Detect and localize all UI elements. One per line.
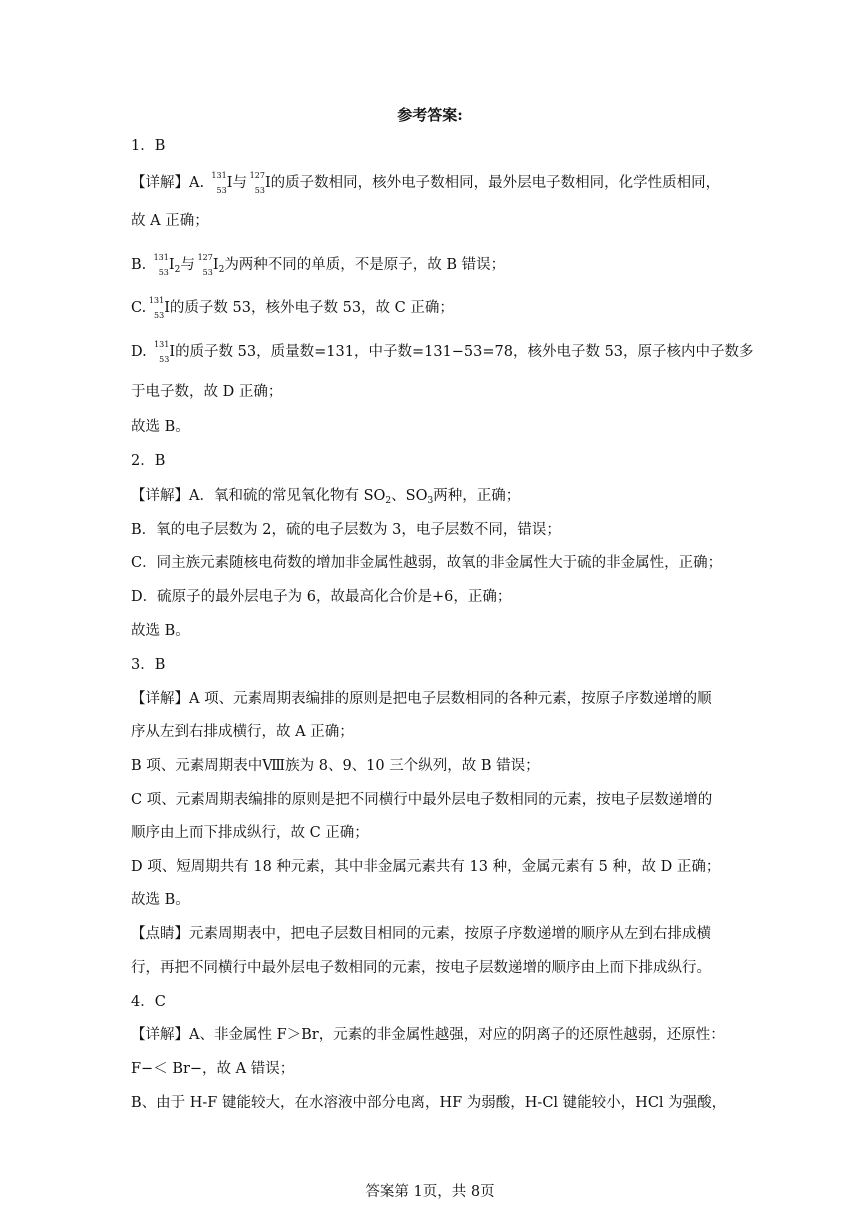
q3-option-c-line-2: 顺序由上而下排成纵行，故 C 正确； xyxy=(131,825,369,841)
q2-a-text-3: 两种，正确； xyxy=(433,488,521,504)
q1-option-b xyxy=(131,255,505,280)
q1-c-isotope-symbol: I xyxy=(164,300,170,316)
q1-b-rest: 为两种不同的单质，不是原子，故 B 错误； xyxy=(224,257,506,273)
q1-conclusion: 故选 B。 xyxy=(131,419,190,435)
q1-a-isotope-1-symbol: I xyxy=(226,175,233,191)
q2-option-a xyxy=(131,486,520,511)
q3-option-a-line-1: 【详解】A 项、元素周期表编排的原则是把电子层数相同的各种元素，按原子序数递增的顺 xyxy=(131,691,712,707)
q4-answer: 4．C xyxy=(131,994,166,1010)
q1-c-rest: 的质子数 53，核外电子数 53，故 C 正确； xyxy=(169,300,454,316)
q1-option-c xyxy=(131,298,454,318)
q1-b-isotope-2: 127 53 xyxy=(197,253,213,277)
q1-answer: 1．B xyxy=(131,138,166,154)
q1-b-subscript-2: 2 xyxy=(218,265,225,275)
q3-conclusion: 故选 B。 xyxy=(131,892,190,908)
q2-option-d: D．硫原子的最外层电子为 6，故最高化合价是+6，正确； xyxy=(131,589,512,605)
page-footer: 答案第 1页，共 8页 xyxy=(365,1184,495,1200)
q1-a-prefix: 【详解】A. xyxy=(131,175,205,191)
q1-option-d xyxy=(131,342,754,362)
q1-option-a xyxy=(131,173,720,193)
page-title: 参考答案: xyxy=(397,106,463,124)
q4-option-a-line-2: F−＜ Br−，故 A 错误； xyxy=(131,1061,295,1077)
q1-b-prefix: B. xyxy=(131,257,147,273)
q2-option-b: B．氧的电子层数为 2，硫的电子层数为 3，电子层数不同，错误； xyxy=(131,522,561,538)
q3-option-c-line-1: C 项、元素周期表编排的原则是把不同横行中最外层电子数相同的元素，按电子层数递增的 xyxy=(131,792,713,808)
q1-b-isotope-1-symbol: I xyxy=(168,257,175,273)
q2-a-subscript-2: 3 xyxy=(427,496,434,506)
q1-d-isotope-symbol: I xyxy=(169,344,176,360)
q3-note-line-2: 行，再把不同横行中最外层电子数相同的元素，按电子层数递增的顺序由上而下排成纵行。 xyxy=(131,960,711,976)
q1-c-isotope: 131 53 xyxy=(148,296,165,320)
q1-b-isotope-1: 131 53 xyxy=(153,253,169,277)
q1-a-continued: 故 A 正确； xyxy=(131,213,209,229)
q2-option-c: C．同主族元素随核电荷数的增加非金属性越弱，故氧的非金属性大于硫的非金属性，正确； xyxy=(131,555,723,571)
q1-b-mid: 与 xyxy=(180,257,195,273)
q1-b-subscript-1: 2 xyxy=(174,265,181,275)
q1-a-isotope-1: 131 53 xyxy=(211,171,227,195)
q1-a-isotope-2: 127 53 xyxy=(249,171,265,195)
q2-a-subscript-1: 2 xyxy=(385,496,392,506)
q1-a-rest: 的质子数相同，核外电子数相同，最外层电子数相同，化学性质相同， xyxy=(270,175,721,191)
q2-a-text-2: 、SO xyxy=(391,488,428,504)
q1-c-prefix: C. xyxy=(131,300,147,316)
q3-note-line-1: 【点睛】元素周期表中，把电子层数目相同的元素，按原子序数递增的顺序从左到右排成横 xyxy=(131,926,711,942)
q1-d-prefix: D. xyxy=(131,344,147,360)
q1-a-isotope-2-symbol: I xyxy=(264,175,271,191)
q1-d-isotope: 131 53 xyxy=(154,340,170,364)
q2-a-text-1: 【详解】A．氧和硫的常见氧化物有 SO xyxy=(131,488,386,504)
q2-conclusion: 故选 B。 xyxy=(131,623,190,639)
q4-option-b-line-1: B、由于 H-F 键能较大，在水溶液中部分电离，HF 为弱酸，H-Cl 键能较小，HCl 为强酸， xyxy=(131,1095,727,1111)
q2-answer: 2．B xyxy=(131,453,166,469)
q3-option-d: D 项、短周期共有 18 种元素，其中非金属元素共有 13 种，金属元素有 5 种，故 D 正确； xyxy=(131,859,721,875)
q3-option-a-line-2: 序从左到右排成横行，故 A 正确； xyxy=(131,724,354,740)
q1-d-rest: 的质子数 53，质量数=131，中子数=131−53=78，核外电子数 53，原子核内中子数多 xyxy=(175,344,754,360)
q1-b-isotope-2-symbol: I xyxy=(212,257,219,273)
q1-d-continued: 于电子数，故 D 正确； xyxy=(131,384,283,400)
q3-answer: 3．B xyxy=(131,657,166,673)
q3-option-b: B 项、元素周期表中Ⅷ族为 8、9、10 三个纵列，故 B 错误； xyxy=(131,758,540,774)
q1-a-mid: 与 xyxy=(232,175,247,191)
q4-option-a-line-1: 【详解】A、非金属性 F＞Br，元素的非金属性越强，对应的阴离子的还原性越弱，还原性： xyxy=(131,1027,725,1043)
